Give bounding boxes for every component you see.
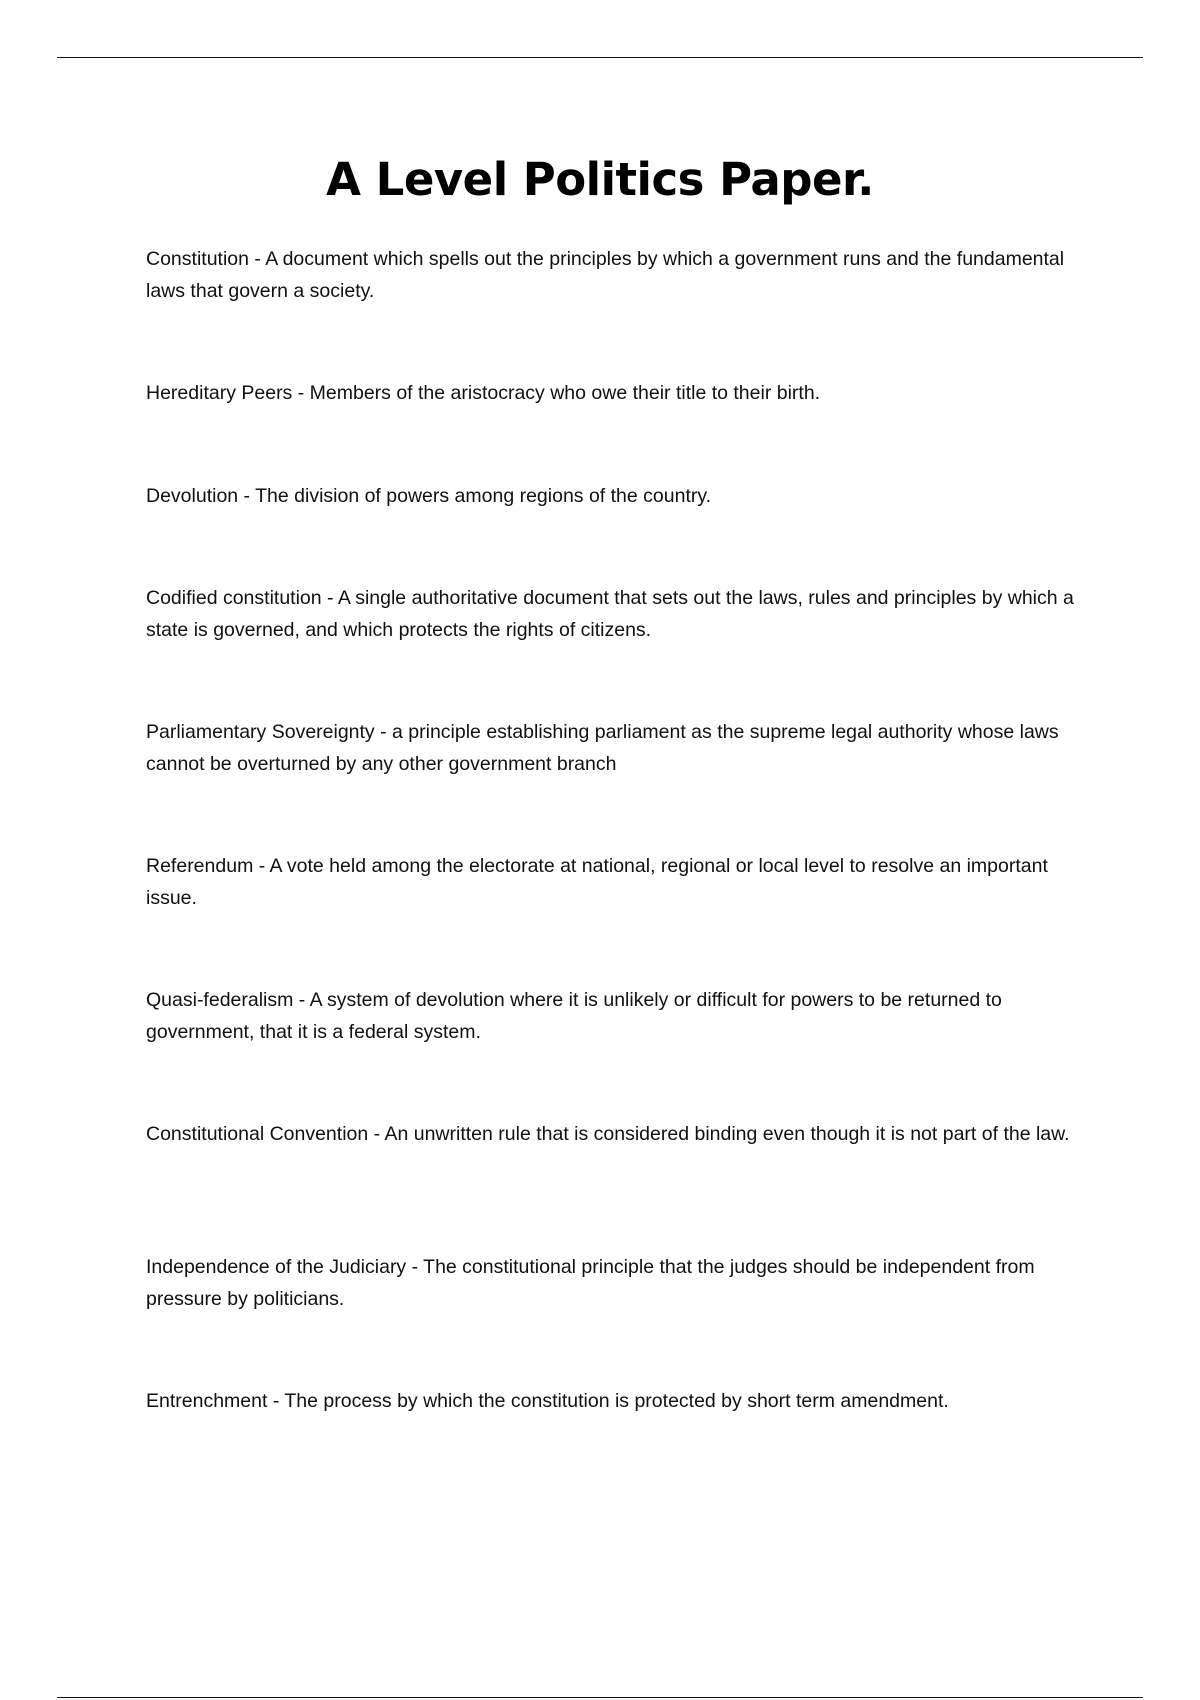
definition-hereditary-peers: Hereditary Peers - Members of the aristocracy who owe their title to their birth. (146, 382, 821, 404)
header-rule (57, 57, 1143, 58)
definition-parliamentary-sovereignty: Parliamentary Sovereignty - a principle establishing parliament as the supreme legal authority whose laws cannot be overturned by any other government branch (146, 721, 1059, 775)
page-title: A Level Politics Paper. (326, 153, 874, 206)
definition-entrenchment: Entrenchment - The process by which the constitution is protected by short term amendment. (146, 1390, 949, 1412)
definition-constitution: Constitution - A document which spells out the principles by which a government runs and the fundamental laws that govern a society. (146, 248, 1065, 302)
definition-codified-constitution: Codified constitution - A single authoritative document that sets out the laws, rules and principles by which a state is governed, and which protects the rights of citizens. (146, 587, 1074, 641)
definition-devolution: Devolution - The division of powers among regions of the country. (146, 485, 712, 507)
definition-quasi-federalism: Quasi-federalism - A system of devolution where it is unlikely or difficult for powers to be returned to government, that it is a federal system. (146, 989, 1002, 1043)
footer-rule (57, 1697, 1143, 1698)
definition-independence-of-judiciary: Independence of the Judiciary - The constitutional principle that the judges should be independent from pressure by politicians. (146, 1256, 1035, 1310)
definition-constitutional-convention: Constitutional Convention - An unwritten rule that is considered binding even though it is not part of the law. (146, 1123, 1070, 1145)
definition-referendum: Referendum - A vote held among the electorate at national, regional or local level to resolve an important issue. (146, 855, 1048, 909)
